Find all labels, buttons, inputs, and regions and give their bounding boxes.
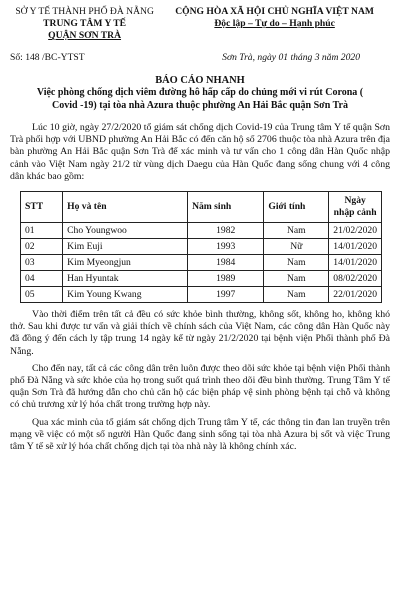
table-row xyxy=(21,239,382,255)
cell-birth-year: 1984 xyxy=(188,255,264,271)
motto: Độc lập – Tự do – Hạnh phúc xyxy=(214,18,335,29)
cell-birth-year: 1989 xyxy=(188,271,264,287)
document-header xyxy=(10,6,390,42)
cell-name: Kim Euji xyxy=(63,239,188,255)
cell-stt: 03 xyxy=(21,255,63,271)
cell-entry-date: 22/01/2020 xyxy=(329,287,382,303)
document-number: Số: 148 /BC-YTST xyxy=(10,52,85,63)
document-title: BÁO CÁO NHANH xyxy=(155,75,245,86)
header-gender: Giới tính xyxy=(264,192,329,223)
cell-entry-date: 14/01/2020 xyxy=(329,255,382,271)
cell-gender: Nam xyxy=(264,255,329,271)
paragraph-health-status: Vào thời điểm trên tất cả đều có sức khỏe bình thường, không sốt, không ho, không khó thở. Sau khi được tư vấn và giải thích về chính sách của Việt Nam, các công dân Hàn Quốc này đã đồng ý đến cách ly tập trung 14 ngày kể từ ngày 21/2/2020 tại bệnh viện Phổi thành phố Đà Nẵng. xyxy=(10,309,390,357)
cell-name: Cho Youngwoo xyxy=(63,223,188,239)
cell-name: Han Hyuntak xyxy=(63,271,188,287)
issuer-department: SỞ Y TẾ THÀNH PHỐ ĐÀ NẴNG xyxy=(15,6,154,17)
paragraph-monitoring: Cho đến nay, tất cả các công dân trên luôn được theo dõi sức khỏe tại bệnh viện Phổi thành phố Đà Nẵng và sức khỏe của họ trong suốt quá trình theo dõi đều bình thường. Trung Tâm Y tế quận Sơn Trà đã hướng dẫn cho chủ căn hộ các biện pháp vệ sinh phòng bệnh tại chỗ và không có chủ trương xử lý hóa chất trong trường hợp này. xyxy=(10,362,390,411)
cell-entry-date: 14/01/2020 xyxy=(329,239,382,255)
country-name: CỘNG HÒA XÃ HỘI CHỦ NGHĨA VIỆT NAM xyxy=(175,6,374,17)
reference-line xyxy=(10,52,390,63)
issuer-center: TRUNG TÂM Y TẾ xyxy=(43,18,127,29)
cell-entry-date: 21/02/2020 xyxy=(329,223,382,239)
issuer-block xyxy=(10,6,159,42)
cell-birth-year: 1982 xyxy=(188,223,264,239)
table-row xyxy=(21,223,382,239)
paragraph-conclusion: Qua xác minh của tổ giám sát chống dịch Trung tâm Y tế, các thông tin đan lan truyền trên mạng về việc có một số người Hàn Quốc đang sinh sống tại tòa nhà Azura bị sốt và việc Trung tâm Y tế sẽ xử lý hóa chất chống dịch tại tòa nhà này là không chính xác. xyxy=(10,416,390,453)
cell-birth-year: 1997 xyxy=(188,287,264,303)
cell-stt: 04 xyxy=(21,271,63,287)
cell-stt: 05 xyxy=(21,287,63,303)
cell-birth-year: 1993 xyxy=(188,239,264,255)
header-entry-date: Ngày nhập cảnh xyxy=(329,192,382,223)
cell-gender: Nam xyxy=(264,287,329,303)
cell-entry-date: 08/02/2020 xyxy=(329,271,382,287)
header-stt: STT xyxy=(21,192,63,223)
cell-gender: Nữ xyxy=(264,239,329,255)
table-row xyxy=(21,255,382,271)
table-header-row xyxy=(21,192,382,223)
cell-stt: 01 xyxy=(21,223,63,239)
header-name: Họ và tên xyxy=(63,192,188,223)
table-row xyxy=(21,271,382,287)
issuer-district: QUẬN SƠN TRÀ xyxy=(48,30,122,41)
cell-gender: Nam xyxy=(264,223,329,239)
paragraph-intro: Lúc 10 giờ, ngày 27/2/2020 tổ giám sát chống dịch Covid-19 của Trung tâm Y tế quận Sơn Trà phối hợp với UBND phường An Hải Bắc có đến căn hộ số 2706 thuộc tòa nhà Azura trên địa bàn phường An Hải Bắc quận Sơn Trà để xác minh và tư vấn cho 1 công dân Hàn Quốc nhập cảnh vào Việt Nam ngày 21/2 từ vùng dịch Daegu của Hàn Quốc đang sống chung với 4 công dân khác bao gồm: xyxy=(10,122,390,182)
document-subtitle: Việc phòng chống dịch viêm đường hô hấp cấp do chủng mới vi rút Corona ( Covid -19) tại tòa nhà Azura thuộc phường An Hải Bắc quận Sơn Trà xyxy=(36,87,364,111)
header-birth-year: Năm sinh xyxy=(188,192,264,223)
cell-stt: 02 xyxy=(21,239,63,255)
table-row xyxy=(21,287,382,303)
document-date: Sơn Trà, ngày 01 tháng 3 năm 2020 xyxy=(222,52,360,63)
national-motto-block xyxy=(159,6,390,42)
persons-table xyxy=(20,191,382,303)
cell-name: Kim Myeongjun xyxy=(63,255,188,271)
cell-name: Kim Young Kwang xyxy=(63,287,188,303)
cell-gender: Nam xyxy=(264,271,329,287)
